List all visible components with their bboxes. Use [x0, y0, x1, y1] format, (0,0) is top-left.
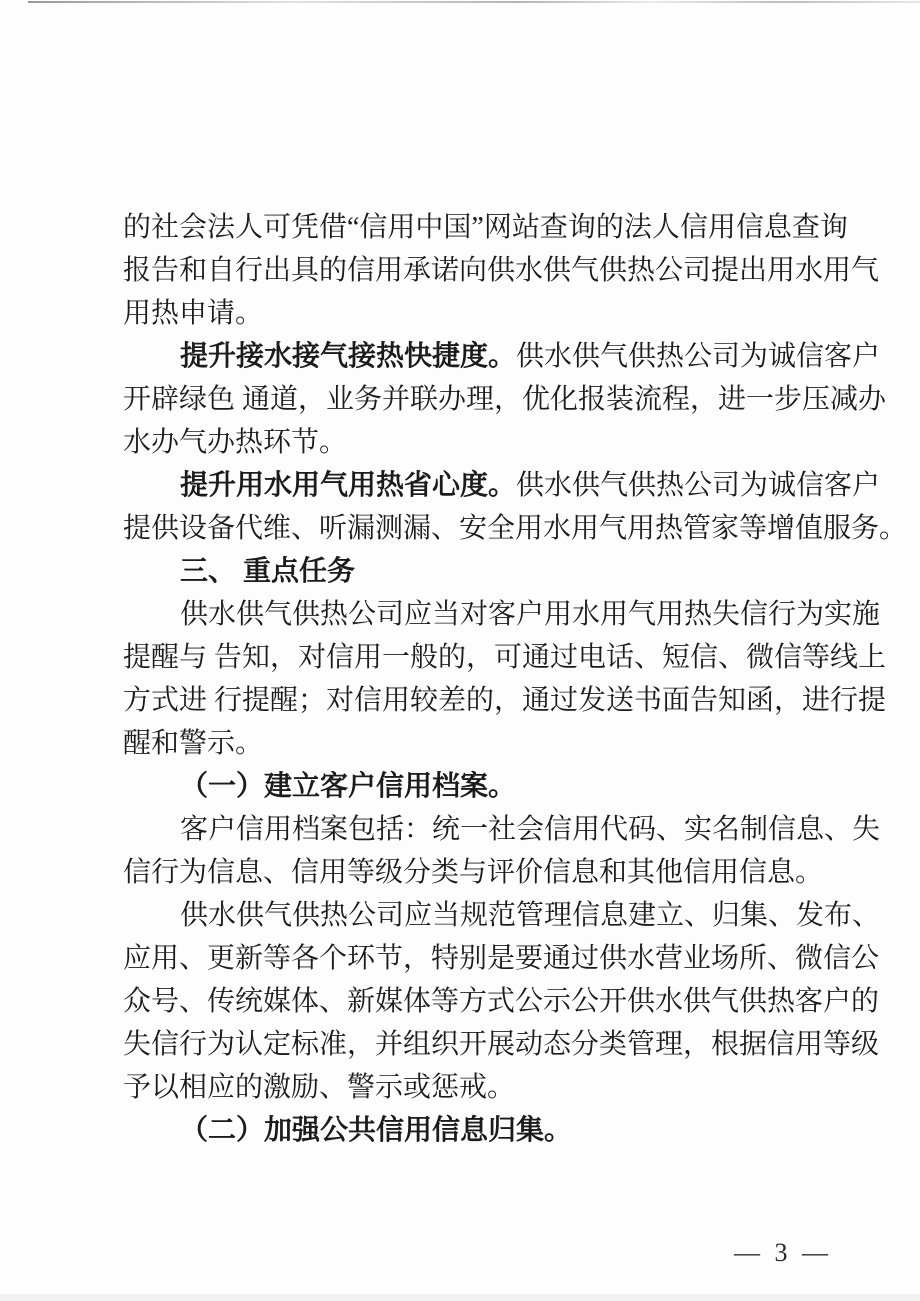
body-text: 供水供气供热公司为诚信客户 — [516, 470, 881, 501]
body-text: 供水供气供热公司应当规范管理信息建立、归集、发布、 — [180, 900, 881, 931]
emphasis-text: （一）建立客户信用档案。 — [180, 771, 517, 802]
text-line — [123, 292, 847, 335]
text-line — [123, 808, 881, 851]
text-line — [123, 765, 847, 808]
document-text-block — [123, 206, 908, 1152]
body-text: 提供设备代维、听漏测漏、安全用水用气用热管家等增值服务。 — [123, 513, 908, 544]
body-text: 醒和警示。 — [123, 728, 264, 759]
emphasis-text: 提升接水接气接热快捷度。 — [180, 341, 517, 372]
body-text: 客户信用档案包括：统一社会信用代码、实名制信息、失 — [180, 814, 881, 845]
text-line — [123, 636, 887, 679]
text-line — [123, 937, 880, 980]
text-line — [123, 335, 881, 378]
body-text: 方式进 行提醒；对信用较差的，通过发送书面告知函，进行提 — [123, 685, 887, 716]
text-line — [123, 1023, 880, 1066]
text-line — [123, 679, 887, 722]
body-text: 用热申请。 — [123, 298, 264, 329]
text-line — [123, 894, 881, 937]
page-number: — 3 — — [734, 1238, 832, 1267]
body-text: 供水供气供热公司应当对客户用水用气用热失信行为实施 — [180, 599, 881, 630]
emphasis-text: （二）加强公共信用信息归集。 — [180, 1115, 573, 1146]
body-text: 供水供气供热公司为诚信客户 — [516, 341, 881, 372]
text-line — [123, 206, 847, 249]
body-text: 水办气办热环节。 — [123, 427, 348, 458]
body-text: 众号、传统媒体、新媒体等方式公示公开供水供气供热客户的 — [123, 986, 880, 1017]
body-text: 应用、更新等各个环节，特别是要通过供水营业场所、微信公 — [123, 943, 880, 974]
scan-edge-artifact-top — [28, 1, 920, 3]
emphasis-text: 提升用水用气用热省心度。 — [180, 470, 517, 501]
text-line — [123, 464, 881, 507]
text-line — [123, 1066, 847, 1109]
text-line — [123, 593, 881, 636]
body-text: 予以相应的激励、警示或惩戒。 — [123, 1072, 516, 1103]
text-line — [123, 1109, 847, 1152]
text-line — [123, 378, 887, 421]
body-text: 提醒与 告知，对信用一般的，可通过电话、短信、微信等线上 — [123, 642, 887, 673]
body-text: 失信行为认定标准，并组织开展动态分类管理，根据信用等级 — [123, 1029, 880, 1060]
body-text: 开辟绿色 通道，业务并联办理，优化报装流程，进一步压减办 — [123, 384, 887, 415]
body-text: 报告和自行出具的信用承诺向供水供气供热公司提出用水用气 — [123, 255, 880, 286]
body-text: 的社会法人可凭借“信用中国”网站查询的法人信用信息查询 — [123, 212, 848, 243]
text-line — [123, 421, 847, 464]
emphasis-text: 三、 重点任务 — [180, 556, 356, 587]
text-line — [123, 550, 847, 593]
text-line — [123, 980, 880, 1023]
body-text: 信行为信息、信用等级分类与评价信息和其他信用信息。 — [123, 857, 824, 888]
scan-edge-artifact-bottom — [0, 1294, 920, 1301]
text-line — [123, 249, 880, 292]
text-line — [123, 722, 847, 765]
text-line — [123, 851, 847, 894]
text-line — [123, 507, 908, 550]
